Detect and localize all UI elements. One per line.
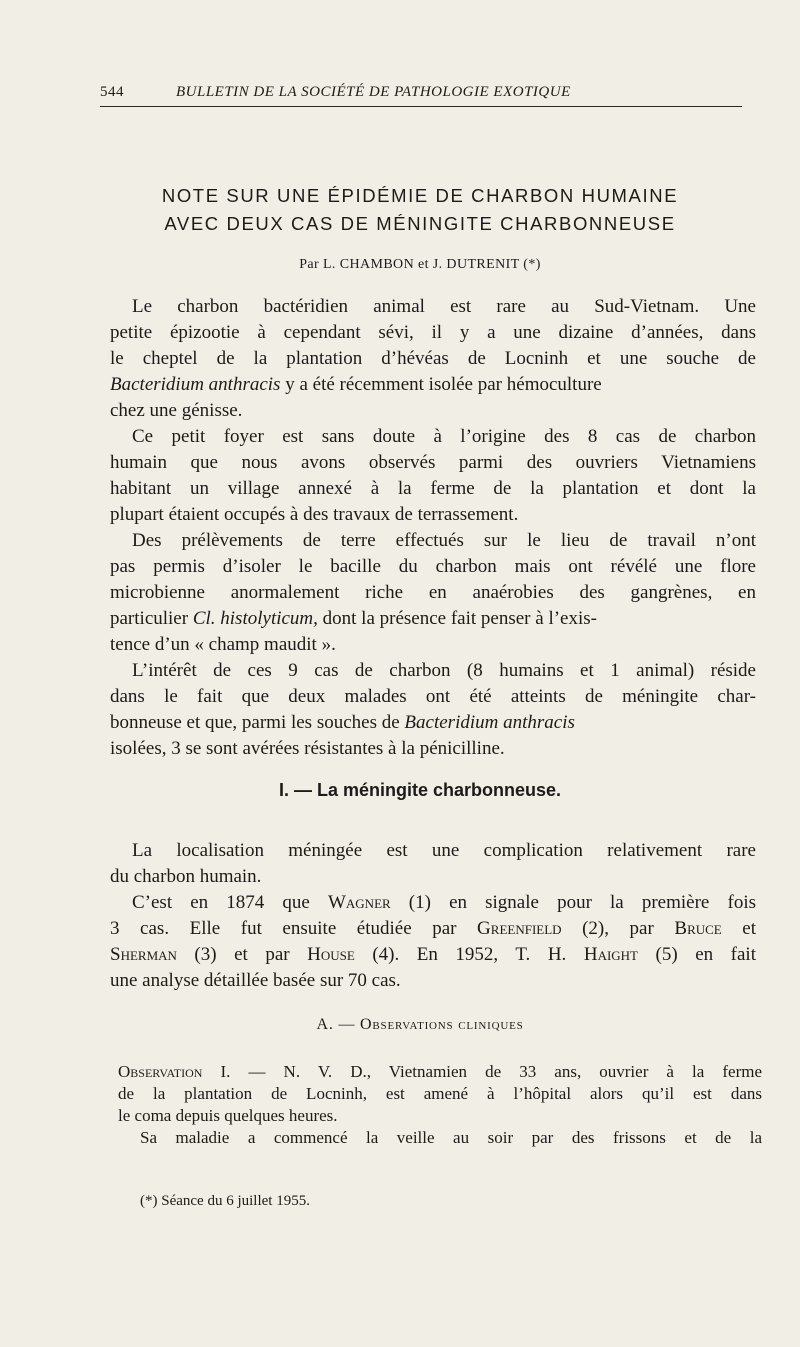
text-line: Sherman (3) et par House (4). En 1952, T. H. Haight (5) en fait — [110, 944, 756, 965]
text-line: plupart étaient occupés à des travaux de terrassement. — [110, 504, 519, 525]
text-line: Sa maladie a commencé la veille au soir par des frissons et de la — [140, 1128, 762, 1147]
text-line: 3 cas. Elle fut ensuite étudiée par Greenfield (2), par Bruce et — [110, 918, 757, 939]
text-line: humain que nous avons observés parmi des ouvriers Vietnamiens — [110, 452, 756, 473]
text-line: le cheptel de la plantation d’hévéas de Locninh et une souche de — [110, 348, 756, 369]
subsection-title: A. — Observations cliniques — [316, 1016, 524, 1033]
italic-species: Cl. histolyticum, — [192, 608, 318, 629]
text-line: Ce petit foyer est sans doute à l’origine des 8 cas de charbon — [132, 426, 756, 447]
text-line: Observation I. — N. V. D., Vietnamien de 33 ans, ouvrier à la ferme — [118, 1062, 762, 1081]
article-title-line-2: AVEC DEUX CAS DE MÉNINGITE CHARBONNEUSE — [164, 213, 676, 234]
running-title: BULLETIN DE LA SOCIÉTÉ DE PATHOLOGIE EXOTIQUE — [176, 84, 571, 100]
header-rule — [100, 106, 742, 107]
authors: Par L. CHAMBON et J. DUTRENIT (*) — [299, 257, 541, 272]
text-line: du charbon humain. — [110, 866, 262, 887]
section-title: I. — La méningite charbonneuse. — [278, 780, 562, 800]
text-line: chez une génisse. — [110, 400, 243, 421]
text-line: de la plantation de Locninh, est amené à l’hôpital alors qu’il est dans — [118, 1084, 762, 1103]
text-line: bonneuse et que, parmi les souches de Bacteridium anthracis — [110, 712, 575, 733]
text-line: Le charbon bactéridien animal est rare au Sud-Vietnam. Une — [132, 296, 756, 317]
text-line: particulier Cl. histolyticum, dont la présence fait penser à l’exis- — [110, 608, 597, 629]
text-line: le coma depuis quelques heures. — [118, 1106, 338, 1125]
text-line: tence d’un « champ maudit ». — [110, 634, 336, 655]
article-title-line-1: NOTE SUR UNE ÉPIDÉMIE DE CHARBON HUMAINE — [161, 185, 679, 206]
text-line: Bacteridium anthracis y a été récemment isolée par hémoculture — [110, 374, 602, 395]
text-line: une analyse détaillée basée sur 70 cas. — [110, 970, 401, 991]
text-line: L’intérêt de ces 9 cas de charbon (8 humains et 1 animal) réside — [132, 660, 756, 681]
text-line: dans le fait que deux malades ont été atteints de méningite char- — [110, 686, 756, 707]
text-line: microbienne anormalement riche en anaérobies des gangrènes, en — [110, 582, 756, 603]
page-number: 544 — [100, 84, 124, 100]
italic-species: Bacteridium anthracis — [404, 712, 575, 733]
text-line: pas permis d’isoler le bacille du charbon mais ont révélé une flore — [110, 556, 756, 577]
text-line: La localisation méningée est une complication relativement rare — [132, 840, 756, 861]
text-line: habitant un village annexé à la ferme de la plantation et dont la — [110, 478, 756, 499]
text-line: Des prélèvements de terre effectués sur le lieu de travail n’ont — [132, 530, 756, 551]
italic-species: Bacteridium anthracis — [110, 374, 281, 395]
text-line: petite épizootie à cependant sévi, il y a une dizaine d’années, dans — [110, 322, 756, 343]
text-line: C’est en 1874 que Wagner (1) en signale pour la première fois — [132, 892, 756, 913]
text-line: isolées, 3 se sont avérées résistantes à la pénicilline. — [110, 738, 505, 759]
footnote: (*) Séance du 6 juillet 1955. — [140, 1193, 310, 1209]
